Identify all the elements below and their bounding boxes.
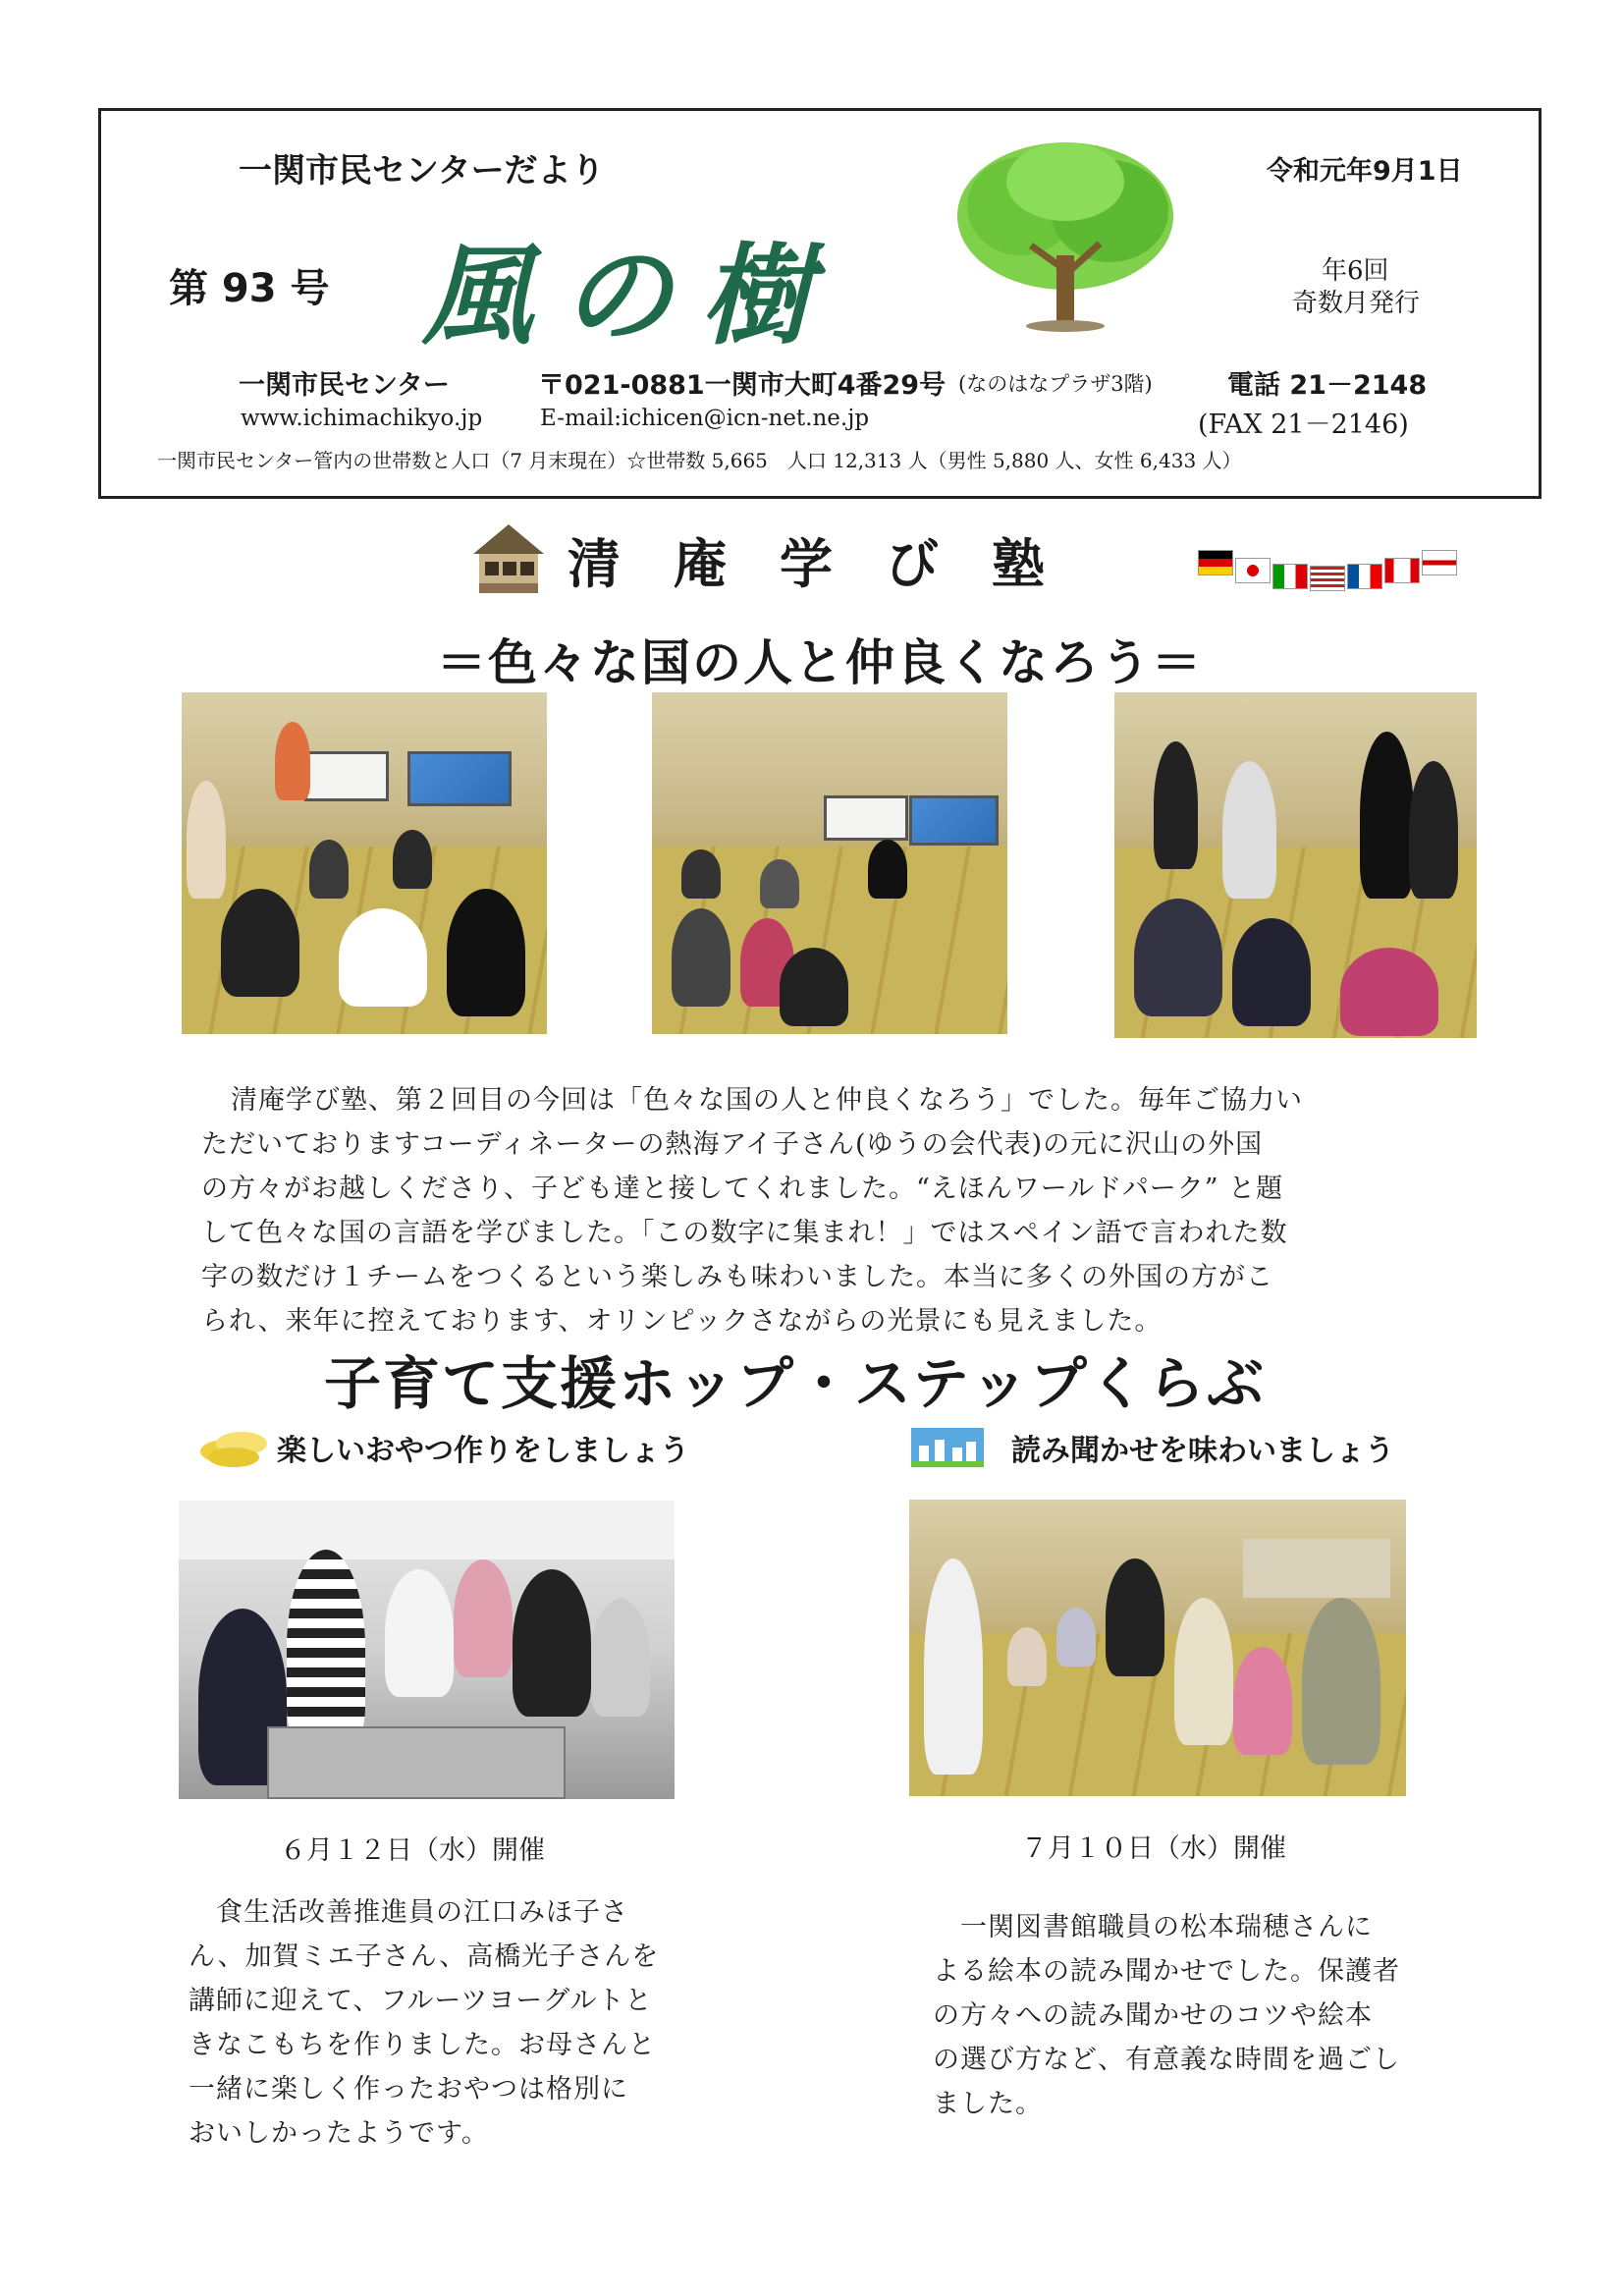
left-heading: 楽しいおやつ作りをしましょう [277,1434,689,1468]
address-note: (なのはなプラザ3階) [958,372,1153,396]
photo-story-reading [909,1500,1406,1796]
section1-subtitle: ＝色々な国の人と仲良くなろう＝ [437,634,1203,691]
section2-title: 子育て支援ホップ・ステップくらぶ [324,1350,1266,1417]
photo-workshop-room [652,692,1007,1034]
right-body-line: の方々への読み聞かせのコツや絵本 [933,2000,1373,2031]
left-body-line: 一緒に楽しく作ったおやつは格別に [189,2074,628,2105]
left-body-line: きなこもちを作りました。お母さんと [189,2030,656,2060]
population-stats: 一関市民センター管内の世帯数と人口（7 月末現在）☆世帯数 5,665 人口 12,313 人（男性 5,880 人、女性 6,433 人） [157,449,1242,472]
section1-body-line: ただいておりますコーディネーターの熱海アイ子さん(ゆうの会代表)の元に沢山の外国 [201,1129,1264,1160]
flags-banner-icon [1198,540,1463,609]
section1-body-line: られ、来年に控えております、オリンピックさながらの光景にも見えました。 [201,1306,1163,1337]
frequency-line-2: 奇数月発行 [1292,289,1421,318]
right-body [933,1905,1424,2126]
france-flag-icon [1347,564,1382,589]
japan-flag-icon [1235,558,1271,583]
address: 〒021-0881一関市大町4番29号 [538,370,947,401]
right-body-line: の選び方など、有意義な時間を過ごし [933,2045,1400,2075]
issue-date: 令和元年9月1日 [1267,156,1463,187]
section1-body [201,1078,1380,1343]
canada-flag-icon [1384,558,1420,583]
photo-number-game [1114,692,1477,1038]
right-body-line: 一関図書館職員の松本瑞穂さんに [933,1912,1373,1942]
italy-flag-icon [1272,564,1308,589]
usa-flag-icon [1310,566,1345,591]
section1-body-line: 清庵学び塾、第２回目の今回は「色々な国の人と仲良くなろう」でした。毎年ご協力い [231,1085,1303,1116]
section1-body-line: の方々がお越しくださり、子ども達と接してくれました。“えほんワールドパーク” と題 [201,1174,1284,1204]
snack-coins-icon [196,1422,273,1469]
fax: (FAX 21－2146) [1198,410,1409,440]
left-body-line: おいしかったようです。 [189,2118,489,2149]
right-heading: 読み聞かせを味わいましょう [1011,1434,1394,1468]
right-body-line: ました。 [933,2089,1043,2119]
uk-flag-icon [1422,550,1457,575]
org-name: 一関市民センター [239,370,450,401]
email-link[interactable]: E-mail:ichicen@icn-net.ne.jp [540,406,870,431]
right-body-line: よる絵本の読み聞かせでした。保護者 [933,1956,1400,1987]
tree-logo-icon [952,137,1178,334]
newsletter-title: 風の樹 [422,232,840,360]
left-body-line: 講師に迎えて、フルーツヨーグルトと [189,1986,653,2016]
old-house-icon [469,519,548,597]
left-body [189,1890,679,2156]
left-body-line: 食生活改善推進員の江口みほ子さ [189,1897,628,1928]
phone: 電話 21－2148 [1227,370,1428,401]
website-link[interactable]: www.ichimachikyo.jp [241,406,483,431]
left-event-date: ６月１２日（水）開催 [280,1835,545,1866]
issue-number: 第 93 号 [169,266,330,311]
section1-body-line: 字の数だけ１チームをつくるという楽しみも味わいました。本当に多くの外国の方がこ [201,1262,1273,1292]
section1-title: 清 庵 学 び 塾 [568,533,1045,595]
picture-book-icon [909,1424,986,1471]
german-flag-icon [1198,550,1233,575]
frequency-line-1: 年6回 [1322,256,1389,286]
photo-snack-making [179,1501,675,1799]
photo-workshop-circle [182,692,547,1034]
right-event-date: ７月１０日（水）開催 [1021,1833,1286,1864]
section1-body-line: して色々な国の言語を学びました。「この数字に集まれ！」ではスペイン語で言われた数 [201,1218,1288,1248]
left-body-line: ん、加賀ミエ子さん、高橋光子さんを [189,1941,660,1972]
series-name: 一関市民センターだより [239,151,605,191]
